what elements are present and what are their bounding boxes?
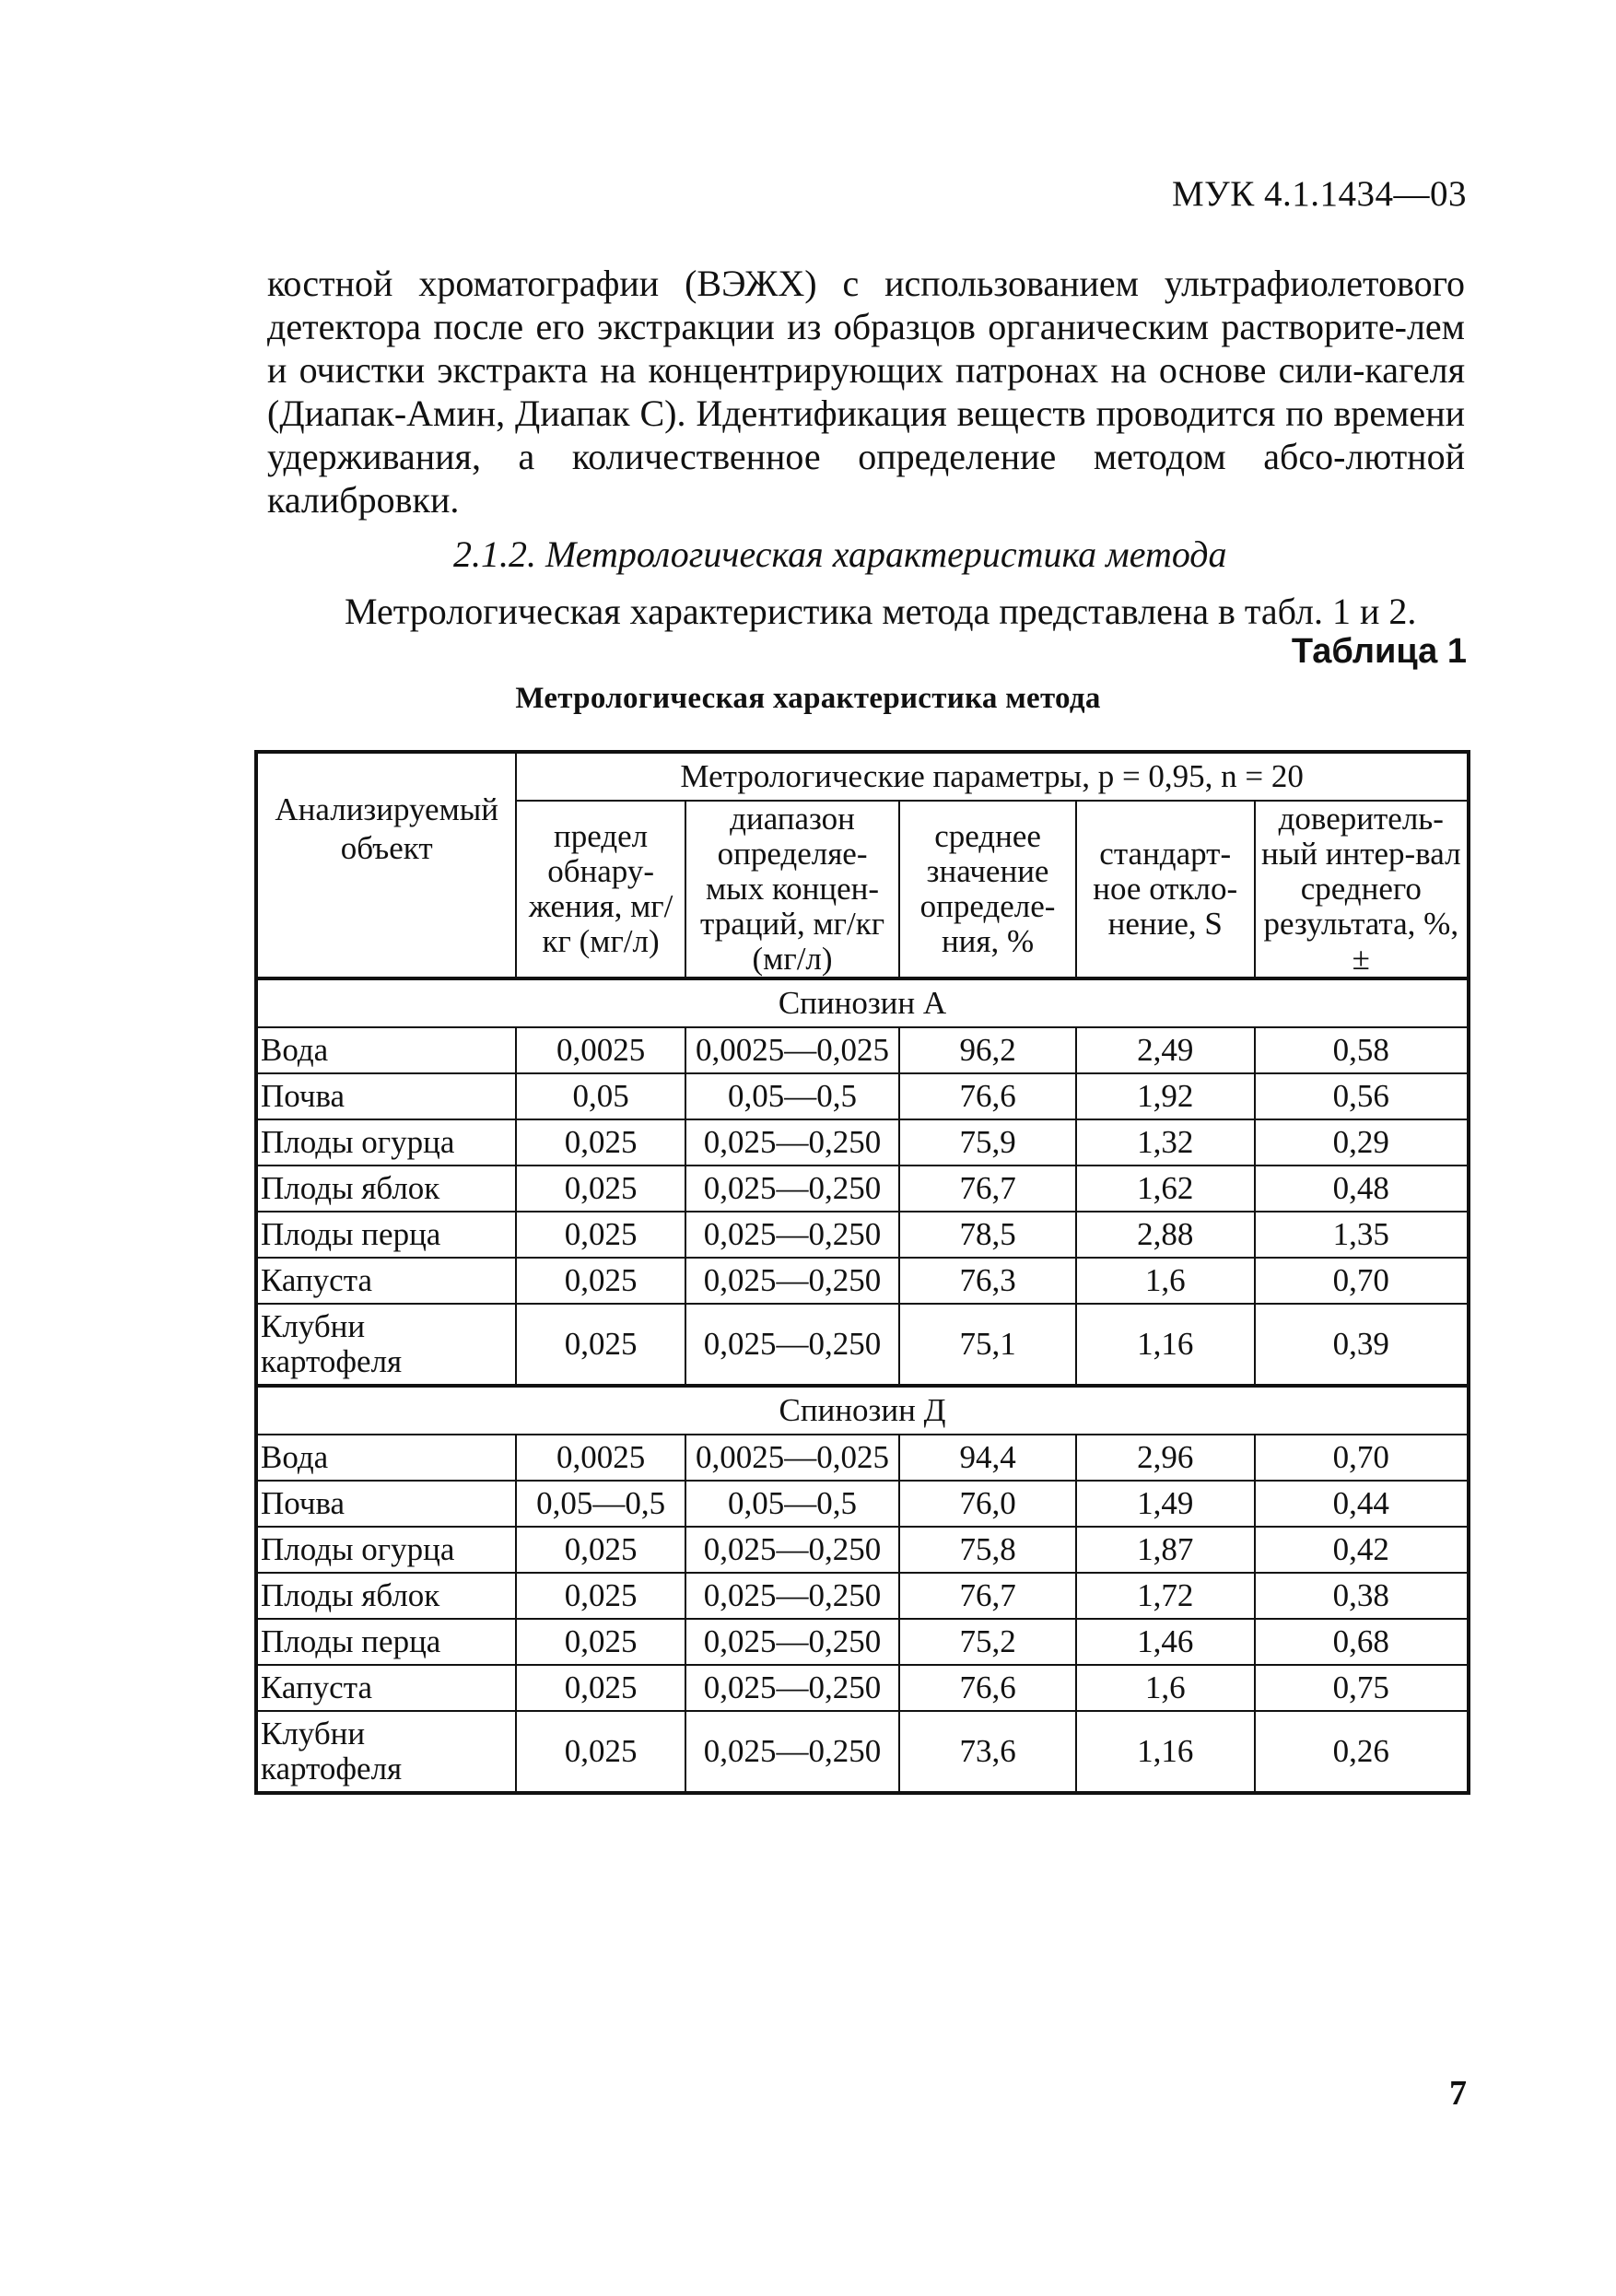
value-cell: 96,2: [899, 1027, 1076, 1073]
value-cell: 75,9: [899, 1119, 1076, 1166]
object-cell: Вода: [256, 1027, 516, 1073]
object-cell: Почва: [256, 1481, 516, 1527]
table-row: [256, 1304, 1469, 1386]
value-cell: 0,70: [1255, 1435, 1469, 1481]
value-cell: 2,88: [1076, 1212, 1255, 1258]
value-cell: 0,025—0,250: [685, 1212, 899, 1258]
value-cell: 0,0025: [516, 1027, 685, 1073]
value-cell: 1,62: [1076, 1166, 1255, 1212]
object-cell: Плоды перца: [256, 1212, 516, 1258]
value-cell: 0,025—0,250: [685, 1619, 899, 1665]
value-cell: 1,6: [1076, 1665, 1255, 1711]
table-row: [256, 1435, 1469, 1481]
value-cell: 0,0025—0,025: [685, 1435, 899, 1481]
value-cell: 0,025—0,250: [685, 1258, 899, 1304]
value-cell: 0,025—0,250: [685, 1711, 899, 1793]
document-code: МУК 4.1.1434—03: [1171, 174, 1467, 214]
table-row: [256, 1665, 1469, 1711]
value-cell: 76,6: [899, 1073, 1076, 1119]
value-cell: 76,6: [899, 1665, 1076, 1711]
value-cell: 0,025: [516, 1711, 685, 1793]
object-cell: Почва: [256, 1073, 516, 1119]
column-header: стандарт-ное откло-нение, S: [1076, 801, 1255, 978]
value-cell: 0,025—0,250: [685, 1304, 899, 1386]
value-cell: 0,29: [1255, 1119, 1469, 1166]
value-cell: 0,05—0,5: [516, 1481, 685, 1527]
table-row: [256, 1711, 1469, 1793]
value-cell: 0,0025—0,025: [685, 1027, 899, 1073]
value-cell: 0,56: [1255, 1073, 1469, 1119]
object-cell: Вода: [256, 1435, 516, 1481]
section-row: [256, 978, 1469, 1027]
column-header: доверитель-ный интер-вал среднего результата, %, ±: [1255, 801, 1469, 978]
reference-sentence: Метрологическая характеристика метода представлена в табл. 1 и 2.: [345, 591, 1417, 632]
object-cell: Плоды перца: [256, 1619, 516, 1665]
value-cell: 0,0025: [516, 1435, 685, 1481]
object-cell: Плоды яблок: [256, 1166, 516, 1212]
section-title: Спинозин А: [256, 978, 1469, 1027]
object-cell: Плоды огурца: [256, 1527, 516, 1573]
value-cell: 75,2: [899, 1619, 1076, 1665]
table-caption: Метрологическая характеристика метода: [515, 682, 1101, 715]
value-cell: 0,025: [516, 1304, 685, 1386]
value-cell: 0,025—0,250: [685, 1665, 899, 1711]
object-cell: Капуста: [256, 1665, 516, 1711]
value-cell: 0,75: [1255, 1665, 1469, 1711]
value-cell: 0,025: [516, 1258, 685, 1304]
page-number: 7: [1449, 2074, 1467, 2113]
value-cell: 76,3: [899, 1258, 1076, 1304]
column-header: предел обнару-жения, мг/кг (мг/л): [516, 801, 685, 978]
column-header: среднее значение определе-ния, %: [899, 801, 1076, 978]
value-cell: 1,46: [1076, 1619, 1255, 1665]
object-cell: Плоды яблок: [256, 1573, 516, 1619]
value-cell: 2,96: [1076, 1435, 1255, 1481]
value-cell: 94,4: [899, 1435, 1076, 1481]
value-cell: 0,025: [516, 1527, 685, 1573]
value-cell: 76,0: [899, 1481, 1076, 1527]
value-cell: 1,16: [1076, 1711, 1255, 1793]
table-row: [256, 1258, 1469, 1304]
section-row: [256, 1386, 1469, 1435]
object-cell: Клубни картофеля: [256, 1304, 516, 1386]
table-body: [256, 978, 1469, 1793]
parameters-group-header: Метрологические параметры, p = 0,95, n = 20: [516, 752, 1469, 801]
value-cell: 0,42: [1255, 1527, 1469, 1573]
value-cell: 0,025—0,250: [685, 1573, 899, 1619]
value-cell: 1,6: [1076, 1258, 1255, 1304]
value-cell: 0,025: [516, 1665, 685, 1711]
object-column-header: Анализируемый объект: [256, 752, 516, 978]
metrology-table: [254, 750, 1470, 1795]
value-cell: 78,5: [899, 1212, 1076, 1258]
value-cell: 0,70: [1255, 1258, 1469, 1304]
table-row: [256, 1481, 1469, 1527]
value-cell: 76,7: [899, 1166, 1076, 1212]
value-cell: 1,92: [1076, 1073, 1255, 1119]
table-number: Таблица 1: [1291, 632, 1467, 671]
table-row: [256, 1119, 1469, 1166]
value-cell: 0,48: [1255, 1166, 1469, 1212]
value-cell: 0,025—0,250: [685, 1166, 899, 1212]
value-cell: 0,025—0,250: [685, 1119, 899, 1166]
value-cell: 0,025: [516, 1573, 685, 1619]
table-row: [256, 1212, 1469, 1258]
value-cell: 1,87: [1076, 1527, 1255, 1573]
value-cell: 0,58: [1255, 1027, 1469, 1073]
value-cell: 0,05: [516, 1073, 685, 1119]
table-row: [256, 1527, 1469, 1573]
value-cell: 0,025—0,250: [685, 1527, 899, 1573]
value-cell: 0,44: [1255, 1481, 1469, 1527]
table-row: [256, 1573, 1469, 1619]
value-cell: 1,32: [1076, 1119, 1255, 1166]
value-cell: 2,49: [1076, 1027, 1255, 1073]
value-cell: 1,16: [1076, 1304, 1255, 1386]
value-cell: 75,1: [899, 1304, 1076, 1386]
value-cell: 0,39: [1255, 1304, 1469, 1386]
value-cell: 0,05—0,5: [685, 1073, 899, 1119]
value-cell: 0,26: [1255, 1711, 1469, 1793]
intro-paragraph: костной хроматографии (ВЭЖХ) с использованием ультрафиолетового детектора после его экстракции из образцов органическим растворите-лем и очистки экстракта на концентрирующих патронах на основе сили-кагеля (Диапак-Амин, Диапак С). Идентификация веществ проводится по времени удерживания, а количественное определение методом абсо-лютной калибровки.: [267, 263, 1465, 521]
value-cell: 75,8: [899, 1527, 1076, 1573]
table-row: [256, 1073, 1469, 1119]
value-cell: 1,35: [1255, 1212, 1469, 1258]
value-cell: 0,025: [516, 1166, 685, 1212]
table-row: [256, 1619, 1469, 1665]
value-cell: 0,68: [1255, 1619, 1469, 1665]
value-cell: 1,72: [1076, 1573, 1255, 1619]
column-header: диапазон определяе-мых концен-траций, мг/кг (мг/л): [685, 801, 899, 978]
value-cell: 76,7: [899, 1573, 1076, 1619]
value-cell: 0,025: [516, 1212, 685, 1258]
table-row: [256, 1166, 1469, 1212]
table-row: [256, 1027, 1469, 1073]
value-cell: 0,38: [1255, 1573, 1469, 1619]
value-cell: 0,05—0,5: [685, 1481, 899, 1527]
value-cell: 0,025: [516, 1619, 685, 1665]
object-cell: Клубни картофеля: [256, 1711, 516, 1793]
section-heading: 2.1.2. Метрологическая характеристика метода: [453, 533, 1227, 575]
section-title: Спинозин Д: [256, 1386, 1469, 1435]
value-cell: 1,49: [1076, 1481, 1255, 1527]
value-cell: 73,6: [899, 1711, 1076, 1793]
object-cell: Плоды огурца: [256, 1119, 516, 1166]
value-cell: 0,025: [516, 1119, 685, 1166]
object-cell: Капуста: [256, 1258, 516, 1304]
